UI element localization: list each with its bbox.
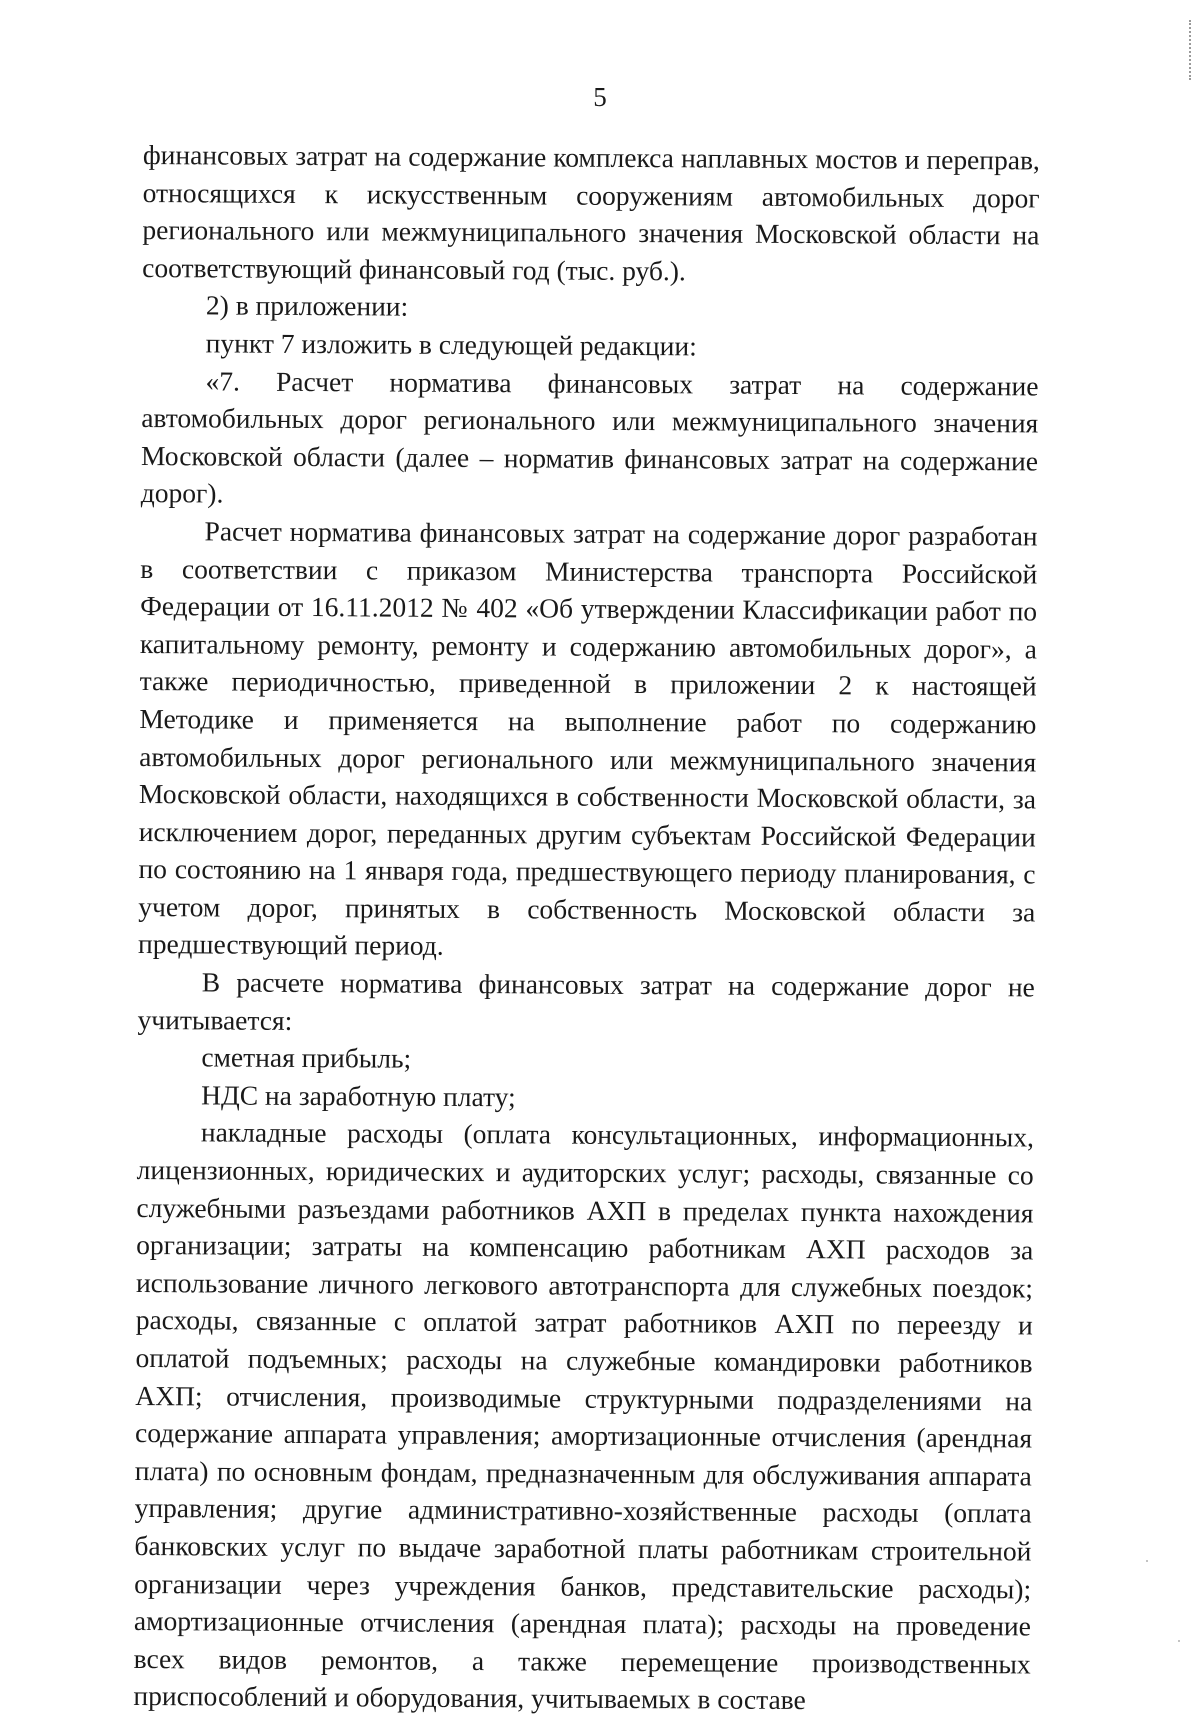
list-item-vat: НДС на заработную плату; [201,1079,516,1113]
list-item-estimated-profit: сметная прибыль; [201,1041,412,1074]
paragraph-calculation-basis: Расчет норматива финансовых затрат на содержание дорог разработан в соответствии с приказом Министерства транспорта Российской Федерации от 16.11.2012 № 402 «Об утверждении Классификации работ по капитальному ремонту, ремонту и содержанию автомобильных дорог», а также периодичностью, приведенной в приложении 2 к настоящей Методике и применяется на выполнение работ по содержанию автомобильных дорог регионального или межмуниципального значения Московской области, находящихся в собственности Московской области, за исключением дорог, переданных другим субъектам Российской Федерации по состоянию на 1 января года, предшествующего периоду планирования, с учетом дорог, принятых в собственность Московской области за предшествующий период. [137,515,1038,962]
paragraph-continuation: финансовых затрат на содержание комплекса наплавных мостов и переправ, относящихся к искусственным сооружениям автомобильных дорог регионального или межмуниципального значения Московской области на соответствующий финансовый год (тыс. руб.). [142,138,1040,287]
paragraph-appendix-heading: 2) в приложении: [205,289,409,322]
scan-edge-mark [1189,20,1192,80]
list-item-overhead-costs: накладные расходы (оплата консультационных, информационных, лицензионных, юридических и аудиторских услуг; расходы, связанные со служебными разъездами работников АХП в пределах пункта нахождения организации; затраты на компенсацию работникам АХП расходов за использование личного легкового автотранспорта для служебных поездок; расходы, связанные с оплатой затрат работников АХП по переезду и оплатой подъемных; расходы на служебные командировки работников АХП; отчисления, производимые структурными подразделениями на содержание аппарата управления; амортизационные отчисления (арендная плата) по основным фондам, предназначенным для обслуживания аппарата управления; другие административно-хозяйственные расходы (оплата банковских услуг по выдаче заработной платы работникам строительной организации через учреждения банков, представительские расходы); амортизационные отчисления (арендная плата); расходы на проведение всех видов ремонтов, а также перемещение производственных приспособлений и оборудования, учитываемых в составе [133,1116,1034,1716]
paragraph-point-7-title: «7. Расчет норматива финансовых затрат на содержание автомобильных дорог регионального или межмуниципального значения Московской области (далее – норматив финансовых затрат на содержание дорог). [140,364,1039,509]
paragraph-point-7-instruction: пункт 7 изложить в следующей редакции: [205,327,697,362]
paragraph-not-included: В расчете норматива финансовых затрат на содержание дорог не учитывается: [137,966,1035,1036]
scan-speck [1146,1560,1148,1562]
scan-speck [1178,1640,1180,1642]
document-body [133,136,1040,1720]
page-number: 5 [593,82,607,112]
